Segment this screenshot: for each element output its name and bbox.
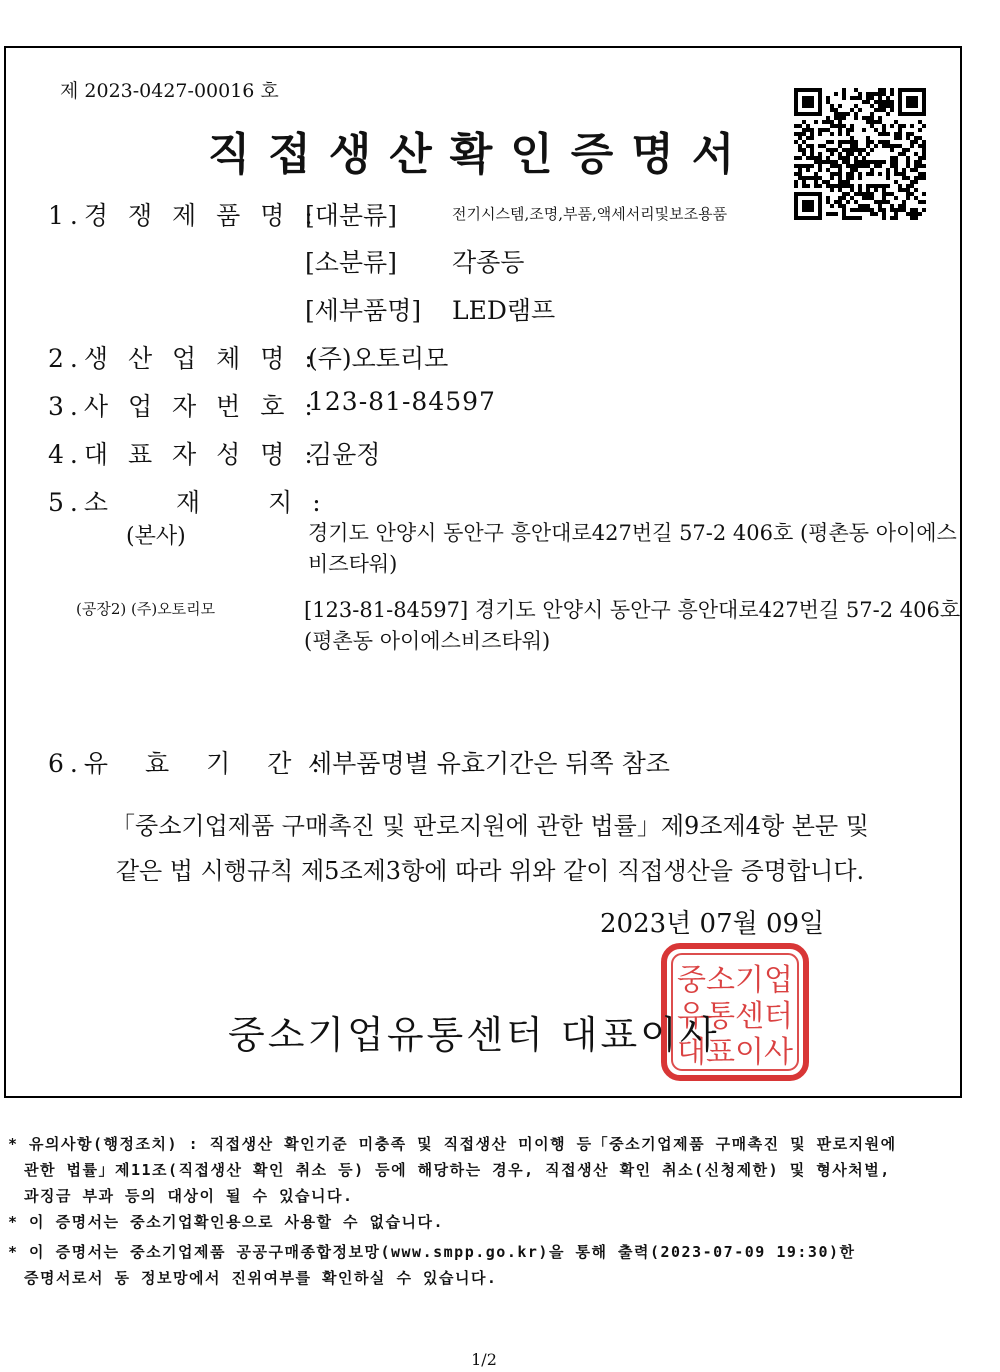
- company-label: 2.생 산 업 체 명 :: [48, 344, 319, 373]
- document-title: 직접생산확인증명서: [207, 129, 753, 180]
- representative-label: 4.대 표 자 성 명 :: [48, 440, 319, 469]
- notice-2: * 이 증명서는 중소기업확인용으로 사용할 수 없습니다.: [8, 1213, 445, 1231]
- minor-category-value: 각종등: [452, 248, 525, 277]
- notice-1-line-1: * 유의사항(행정조치) : 직접생산 확인기준 미충족 및 직접생산 미이행 등「중소기업제품 구매촉진 및 판로지원에: [8, 1135, 897, 1153]
- certificate-number: 제 2023-0427-00016 호: [60, 80, 279, 102]
- statement-line-2: 같은 법 시행규칙 제5조제3항에 따라 위와 같이 직접생산을 증명합니다.: [115, 857, 865, 885]
- seal-line-2: 유통센터: [677, 999, 793, 1034]
- issuer-name: 중소기업유통센터 대표이사: [228, 1013, 720, 1057]
- factory-address: [123-81-84597] 경기도 안양시 동안구 흥안대로427번길 57-2 406호 (평촌동 아이에스비즈타워): [304, 598, 961, 653]
- notice-1-line-2: 관한 법률」제11조(직접생산 확인 취소 등) 등에 해당하는 경우, 직접생산 확인 취소(신청제한) 및 형사처벌,: [24, 1161, 891, 1179]
- bizno-label: 3.사 업 자 번 호 :: [48, 392, 319, 421]
- hq-label: (본사): [126, 524, 186, 549]
- factory-label: (공장2) (주)오토리모: [76, 600, 216, 618]
- major-category-value: 전기시스템,조명,부품,액세서리및보조용품: [452, 205, 728, 223]
- notice-3-line-1: * 이 증명서는 중소기업제품 공공구매종합정보망(www.smpp.go.kr)을 통해 출력(2023-07-09 19:30)한: [8, 1243, 856, 1261]
- page-number: 1/2: [471, 1350, 497, 1369]
- major-category-label: [대분류]: [305, 201, 397, 230]
- representative-value: 김윤정: [308, 440, 381, 469]
- seal-line-1: 중소기업: [677, 963, 793, 998]
- notice-1-line-3: 과징금 부과 등의 대상이 될 수 있습니다.: [24, 1187, 354, 1205]
- detail-value: LED램프: [452, 296, 556, 325]
- issue-date: 2023년 07월 09일: [600, 909, 825, 939]
- bizno-value: 123-81-84597: [308, 387, 496, 416]
- validity-value: 세부품명별 유효기간은 뒤쪽 참조: [308, 749, 670, 778]
- detail-label: [세부품명]: [305, 296, 422, 325]
- notice-3-line-2: 증명서로서 동 정보망에서 진위여부를 확인하실 수 있습니다.: [24, 1269, 498, 1287]
- hq-address: 경기도 안양시 동안구 흥안대로427번길 57-2 406호 (평촌동 아이에스비즈타워): [308, 521, 957, 576]
- minor-category-label: [소분류]: [305, 248, 397, 277]
- seal-line-3: 대표이사: [677, 1035, 793, 1070]
- address-label: 5.소 재 지 :: [48, 488, 327, 517]
- validity-label: 6.유 효 기 간 :: [48, 749, 326, 778]
- company-value: (주)오토리모: [308, 344, 449, 373]
- statement-line-1: 「중소기업제품 구매촉진 및 판로지원에 관한 법률」제9조제4항 본문 및: [111, 812, 869, 840]
- product-label: 1.경 쟁 제 품 명 :: [48, 201, 319, 230]
